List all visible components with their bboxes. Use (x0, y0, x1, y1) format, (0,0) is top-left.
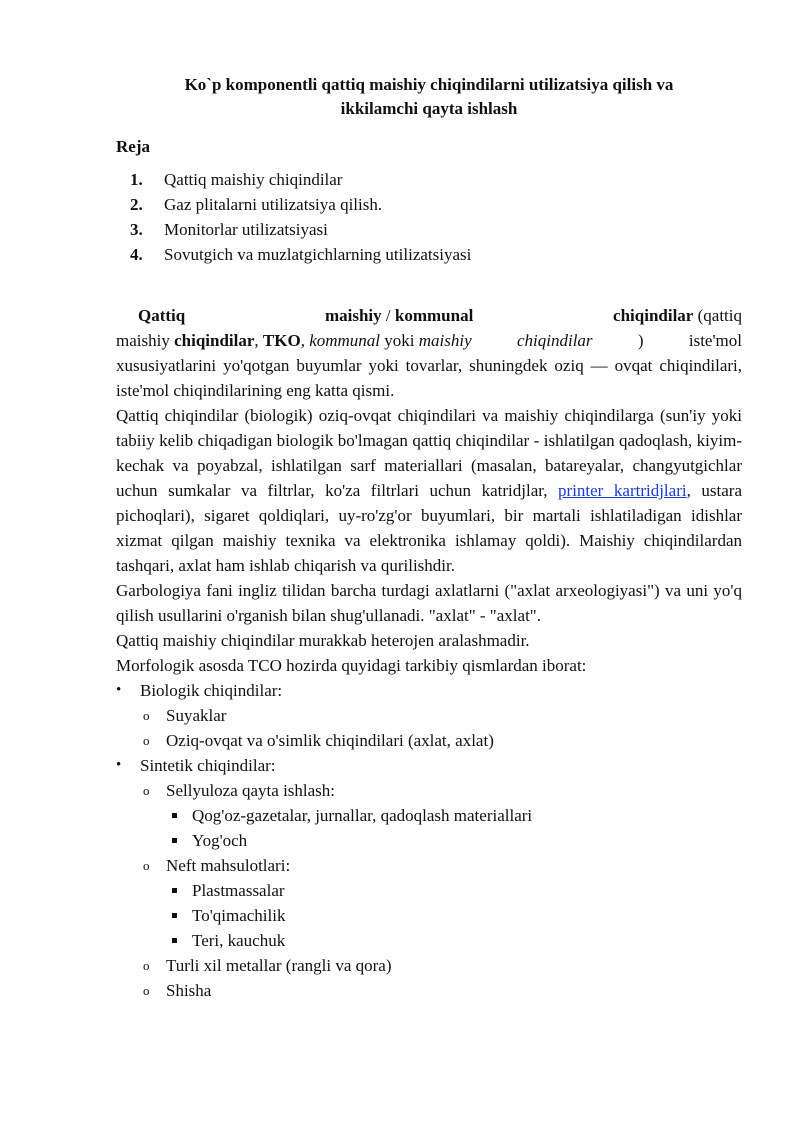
list-item (116, 728, 742, 753)
paragraph-garbology: Garbologiya fani ingliz tilidan barcha turdagi axlatlarni ("axlat arxeologiyasi") va uni yo'q qilish usullarini o'rganish bilan shug'ullanadi. "axlat" - "axlat". (116, 581, 742, 625)
plan-item-text: Qattiq maishiy chiqindilar (164, 170, 343, 189)
list-item-text: To'qimachilik (192, 906, 286, 925)
bullet-icon: • (116, 682, 122, 698)
intro-word: TKO (262, 331, 301, 350)
plan-item (116, 167, 742, 192)
intro-line-1 (116, 303, 742, 328)
plan-item-number: 1. (130, 170, 143, 189)
paragraph-morphology: Morfologik asosda TCO hozirda quyidagi tarkibiy qismlardan iborat: (116, 656, 587, 675)
intro-word-group (116, 328, 472, 353)
plan-item (116, 217, 742, 242)
list-item (116, 928, 742, 953)
intro-word: ) (637, 331, 644, 350)
list-item-text: Qog'oz-gazetalar, jurnallar, qadoqlash materiallari (192, 806, 533, 825)
list-item (116, 678, 742, 703)
list-item (116, 853, 742, 878)
document-title (116, 73, 742, 121)
list-item-text: Suyaklar (166, 706, 227, 725)
intro-word: chiqindilar (613, 306, 694, 325)
intro-word-group (325, 303, 473, 328)
intro-word: yoki (380, 331, 419, 350)
list-item-text: Yog'och (192, 831, 248, 850)
list-item (116, 878, 742, 903)
plan-item-number: 3. (130, 220, 143, 239)
list-item-text: Neft mahsulotlari: (166, 856, 291, 875)
intro-word: maishiy (116, 331, 175, 350)
list-item-text: Plastmassalar (192, 881, 285, 900)
plan-list (116, 167, 742, 267)
intro-word: / (381, 306, 395, 325)
printer-cartridges-link[interactable]: printer kartridjlari (558, 481, 687, 500)
circle-bullet-icon: o (143, 858, 150, 873)
plan-item-text: Gaz plitalarni utilizatsiya qilish. (164, 195, 383, 214)
intro-word: kommunal (309, 331, 381, 350)
square-bullet-icon (172, 838, 177, 843)
list-item (116, 953, 742, 978)
plan-item-number: 4. (130, 245, 143, 264)
intro-word: chiqindilar (516, 331, 593, 350)
title-line-2: ikkilamchi qayta ishlash (340, 99, 518, 118)
document-page (116, 73, 742, 1003)
intro-line-2 (116, 328, 742, 353)
square-bullet-icon (172, 888, 177, 893)
paragraph-solid-waste (116, 403, 742, 578)
list-item (116, 703, 742, 728)
paragraph-text: , ustara pichoqlari), sigaret qoldiqlari, uy-ro'zg'or buyumlari, bir martali ishlatiladigan idishlar xizmat qilgan maishiy texnika va elektronika ishlamay qoldi). Maishiy chiqindilardan tashqari, axlat ham ishlab chiqarish va qurilishdir. (116, 481, 742, 575)
circle-bullet-icon: o (143, 708, 150, 723)
plan-item (116, 242, 742, 267)
plan-item-text: Monitorlar utilizatsiyasi (164, 220, 328, 239)
list-item-text: Biologik chiqindilar: (140, 681, 283, 700)
intro-word: iste'mol (688, 331, 742, 350)
intro-rest: xususiyatlarini yo'qotgan buyumlar yoki tovarlar, shuningdek oziq — ovqat chiqindilari, iste'mol chiqindilarining eng katta qismi. (116, 356, 742, 400)
circle-bullet-icon: o (143, 958, 150, 973)
plan-item-text: Sovutgich va muzlatgichlarning utilizatsiyasi (164, 245, 472, 264)
intro-word-group (613, 303, 742, 328)
circle-bullet-icon: o (143, 783, 150, 798)
circle-bullet-icon: o (143, 733, 150, 748)
list-item-text: Turli xil metallar (rangli va qora) (166, 956, 392, 975)
intro-word: kommunal (394, 306, 474, 325)
list-item-text: Oziq-ovqat va o'simlik chiqindilari (axlat, axlat) (166, 731, 494, 750)
square-bullet-icon (172, 938, 177, 943)
intro-word: maishiy (324, 306, 382, 325)
circle-bullet-icon: o (143, 983, 150, 998)
list-item (116, 778, 742, 803)
intro-paragraph (116, 303, 742, 403)
title-line-1: Ko`p komponentli qattiq maishiy chiqindilarni utilizatsiya qilish va (184, 75, 674, 94)
paragraph-text: Qattiq chiqindilar (biologik) oziq-ovqat chiqindilari va maishiy chiqindilarga (sun'iy yoki tabiiy kelib chiqadigan biologik bo'lmagan qattiq chiqindilar - ishlatilgan qadoqlash, kiyim-kechak va poyabzal, ishlatilgan sarf materiallari (masalan, batareyalar, changyutgichlar uchun sumkalar va filtrlar, ko'za filtrlari uchun katridjlar, (116, 406, 742, 500)
intro-word: (qattiq (693, 306, 742, 325)
intro-word: Qattiq (138, 306, 186, 325)
intro-word: chiqindilar (174, 331, 255, 350)
list-item-text: Teri, kauchuk (192, 931, 286, 950)
list-item (116, 828, 742, 853)
square-bullet-icon (172, 913, 177, 918)
list-item (116, 978, 742, 1003)
list-item-text: Shisha (166, 981, 212, 1000)
bullet-icon: • (116, 757, 122, 773)
composition-list (116, 678, 742, 1003)
list-item (116, 803, 742, 828)
intro-word: , (300, 331, 310, 350)
intro-word: maishiy (418, 331, 472, 350)
plan-item (116, 192, 742, 217)
list-item (116, 903, 742, 928)
list-item-text: Sintetik chiqindilar: (140, 756, 276, 775)
square-bullet-icon (172, 813, 177, 818)
intro-word-group (517, 328, 593, 353)
paragraph-heterogeneous: Qattiq maishiy chiqindilar murakkab heterojen aralashmadir. (116, 631, 530, 650)
plan-heading: Reja (116, 137, 150, 156)
plan-item-number: 2. (130, 195, 143, 214)
intro-word: , (254, 331, 263, 350)
list-item-text: Sellyuloza qayta ishlash: (166, 781, 336, 800)
list-item (116, 753, 742, 778)
